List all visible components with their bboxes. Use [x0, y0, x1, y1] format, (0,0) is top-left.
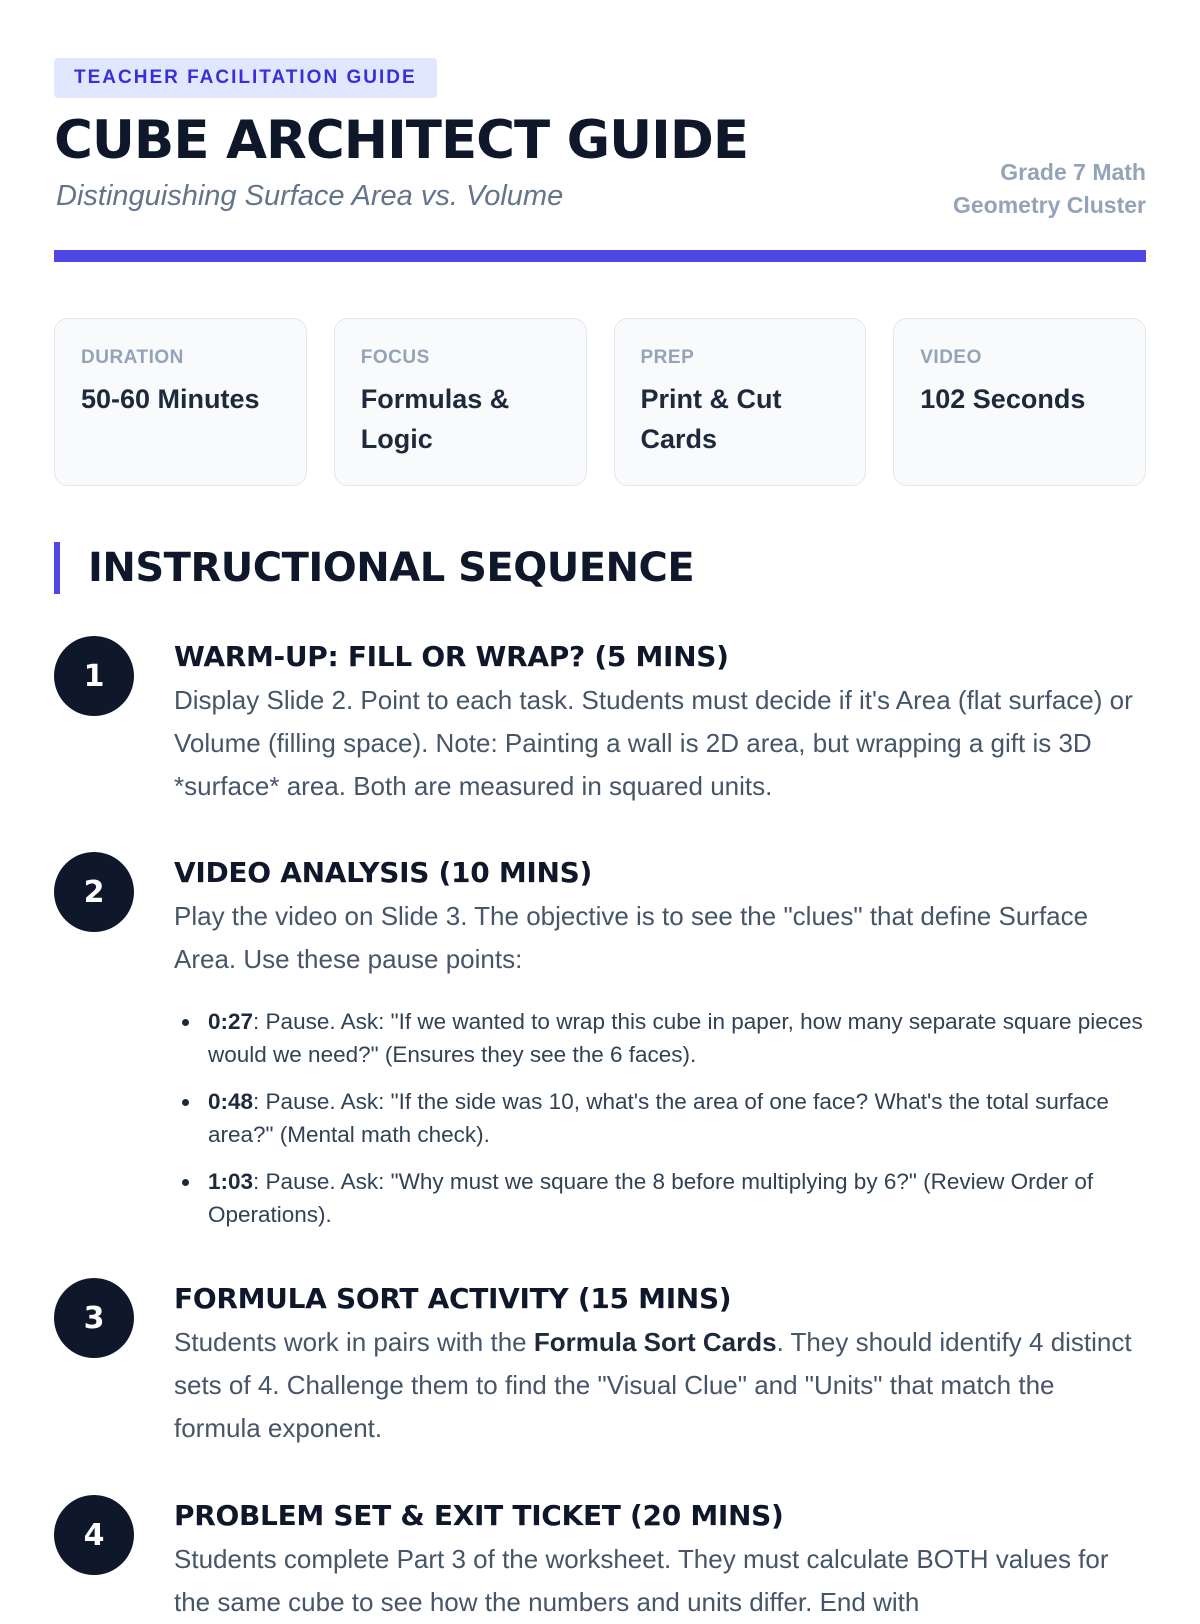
- timestamp: 1:03: [208, 1169, 254, 1194]
- step-body: [174, 640, 1146, 808]
- list-item: [174, 1085, 1146, 1151]
- step-description: [174, 1321, 1146, 1450]
- pause-prompt: : Pause. Ask: "Why must we square the 8 before multiplying by 6?" (Review Order of Operations).: [208, 1169, 1094, 1227]
- card-value: Formulas & Logic: [360, 384, 510, 454]
- card-label: PREP: [640, 347, 695, 368]
- pause-prompt: : Pause. Ask: "If the side was 10, what's the area of one face? What's the total surface area?" (Mental math check).: [208, 1089, 1109, 1147]
- step-description: Play the video on Slide 3. The objective is to see the "clues" that define Surface Area. Use these pause points:: [174, 901, 1089, 974]
- header-divider: [54, 250, 1146, 262]
- card-value: Print & Cut Cards: [640, 384, 782, 454]
- timestamp: 0:48: [208, 1089, 254, 1114]
- page-title: CUBE ARCHITECT GUIDE: [54, 110, 749, 171]
- step-body: [174, 856, 1146, 1245]
- card-label: VIDEO: [920, 347, 982, 368]
- step-title: PROBLEM SET & EXIT TICKET (20 MINS): [174, 1499, 784, 1532]
- section-heading: INSTRUCTIONAL SEQUENCE: [54, 542, 694, 594]
- step-body: [174, 1282, 1146, 1450]
- step-number-badge: 1: [54, 636, 134, 716]
- list-item: [174, 1165, 1146, 1231]
- list-item: [174, 1005, 1146, 1071]
- summary-cards: [54, 318, 1146, 486]
- focus-card: [334, 318, 587, 486]
- material-name: Formula Sort Cards: [533, 1327, 777, 1357]
- step-title: WARM-UP: FILL OR WRAP? (5 MINS): [174, 640, 729, 673]
- step-number-badge: 3: [54, 1278, 134, 1358]
- step-title: FORMULA SORT ACTIVITY (15 MINS): [174, 1282, 732, 1315]
- step-number-badge: 4: [54, 1495, 134, 1575]
- page-subtitle: Distinguishing Surface Area vs. Volume: [56, 180, 564, 212]
- timestamp: 0:27: [208, 1009, 254, 1034]
- step-title: VIDEO ANALYSIS (10 MINS): [174, 856, 593, 889]
- text-segment: Students work in pairs with the: [174, 1327, 534, 1357]
- video-card: [893, 318, 1146, 486]
- pause-points-list: [174, 1005, 1146, 1231]
- text-segment: . They should identify 4 distinct sets of 4. Challenge them to find the "Visual Clue" and "Units" that match the formula exponent.: [174, 1327, 1132, 1443]
- step-description: Display Slide 2. Point to each task. Students must decide if it's Area (flat surface) or Volume (filling space). Note: Painting a wall is 2D area, but wrapping a gift is 3D *surface* area. Both are measured in squared units.: [174, 685, 1133, 801]
- step-description: Students complete Part 3 of the worksheet. They must calculate BOTH values for the same cube to see how the numbers and units differ. End with: [174, 1544, 1109, 1617]
- prep-card: [614, 318, 867, 486]
- cluster-label: Geometry Cluster: [952, 192, 1146, 218]
- grade-label: Grade 7 Math: [1000, 159, 1146, 185]
- duration-card: [54, 318, 307, 486]
- card-value: 102 Seconds: [920, 384, 1086, 414]
- guide-type-badge: TEACHER FACILITATION GUIDE: [54, 58, 437, 98]
- course-meta: [953, 156, 1146, 222]
- card-label: DURATION: [81, 347, 184, 368]
- card-value: 50-60 Minutes: [81, 384, 260, 414]
- pause-prompt: : Pause. Ask: "If we wanted to wrap this cube in paper, how many separate square pieces would we need?" (Ensures they see the 6 faces).: [208, 1009, 1143, 1067]
- step-body: [174, 1499, 1146, 1624]
- card-label: FOCUS: [360, 347, 430, 368]
- step-number-badge: 2: [54, 852, 134, 932]
